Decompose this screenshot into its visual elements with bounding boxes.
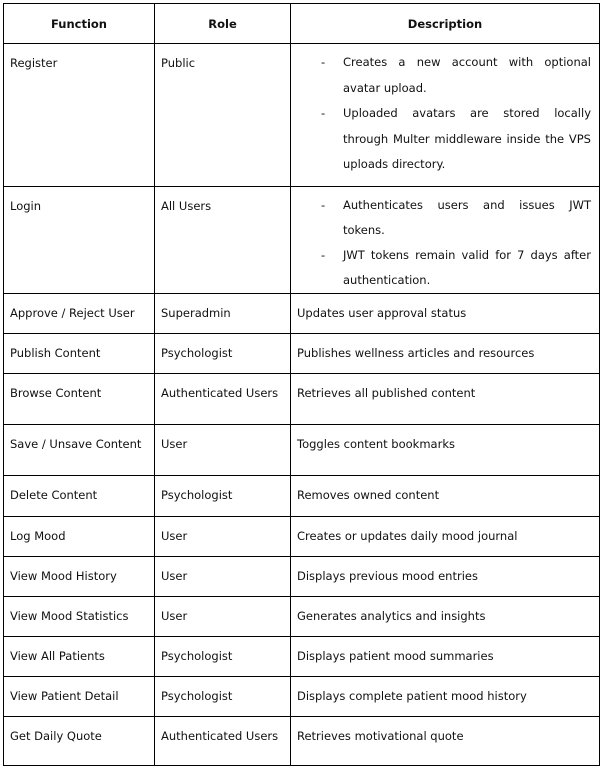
table-row	[4, 677, 600, 717]
bullet-dash: -	[321, 198, 326, 212]
cell-role: Authenticated Users	[155, 374, 291, 425]
cell-function: Approve / Reject User	[4, 294, 155, 334]
description-bullets	[297, 193, 593, 293]
bullet-item	[297, 50, 593, 101]
cell-role: Superadmin	[155, 294, 291, 334]
description-bullets	[297, 50, 593, 178]
bullet-item	[297, 193, 593, 243]
cell-description: Retrieves motivational quote	[291, 717, 600, 766]
header-row	[4, 4, 600, 44]
cell-role: Psychologist	[155, 677, 291, 717]
cell-role: User	[155, 425, 291, 476]
table-row	[4, 557, 600, 597]
cell-function: Register	[4, 44, 155, 187]
cell-role: Psychologist	[155, 476, 291, 517]
header-role: Role	[155, 4, 291, 44]
cell-description: Generates analytics and insights	[291, 597, 600, 637]
header-function: Function	[4, 4, 155, 44]
cell-function: Browse Content	[4, 374, 155, 425]
cell-description	[291, 44, 600, 187]
cell-role: Psychologist	[155, 637, 291, 677]
cell-description: Displays complete patient mood history	[291, 677, 600, 717]
cell-description: Removes owned content	[291, 476, 600, 517]
cell-role: User	[155, 557, 291, 597]
table-row	[4, 597, 600, 637]
cell-role: Public	[155, 44, 291, 187]
bullet-text: Authenticates users and issues JWT tokens.	[343, 198, 591, 237]
table-row	[4, 294, 600, 334]
cell-function: Get Daily Quote	[4, 717, 155, 766]
bullet-text: Uploaded avatars are stored locally through Multer middleware inside the VPS uploads directory.	[343, 106, 591, 171]
cell-function: View Mood Statistics	[4, 597, 155, 637]
table-row	[4, 425, 600, 476]
cell-description: Publishes wellness articles and resources	[291, 334, 600, 374]
cell-role: User	[155, 517, 291, 557]
bullet-text: JWT tokens remain valid for 7 days after authentication.	[343, 248, 591, 287]
header-description: Description	[291, 4, 600, 44]
cell-function: Publish Content	[4, 334, 155, 374]
bullet-item	[297, 243, 593, 293]
table-row	[4, 517, 600, 557]
cell-description	[291, 187, 600, 294]
cell-function: Delete Content	[4, 476, 155, 517]
cell-function: Save / Unsave Content	[4, 425, 155, 476]
bullet-item	[297, 101, 593, 178]
table-row	[4, 637, 600, 677]
cell-description: Retrieves all published content	[291, 374, 600, 425]
cell-function: Login	[4, 187, 155, 294]
cell-description: Displays previous mood entries	[291, 557, 600, 597]
table-row	[4, 334, 600, 374]
cell-role: All Users	[155, 187, 291, 294]
cell-role: User	[155, 597, 291, 637]
cell-description: Creates or updates daily mood journal	[291, 517, 600, 557]
cell-description: Toggles content bookmarks	[291, 425, 600, 476]
table-row-login	[4, 187, 600, 294]
bullet-dash: -	[321, 248, 326, 262]
cell-function: View Mood History	[4, 557, 155, 597]
cell-function: View Patient Detail	[4, 677, 155, 717]
bullet-dash: -	[321, 106, 326, 120]
cell-function: View All Patients	[4, 637, 155, 677]
table-row	[4, 476, 600, 517]
cell-role: Psychologist	[155, 334, 291, 374]
table-row	[4, 717, 600, 766]
bullet-dash: -	[321, 55, 326, 69]
function-table	[3, 3, 600, 766]
table-row	[4, 374, 600, 425]
cell-role: Authenticated Users	[155, 717, 291, 766]
bullet-text: Creates a new account with optional avatar upload.	[343, 55, 591, 95]
cell-function: Log Mood	[4, 517, 155, 557]
table-row-register	[4, 44, 600, 187]
cell-description: Updates user approval status	[291, 294, 600, 334]
cell-description: Displays patient mood summaries	[291, 637, 600, 677]
